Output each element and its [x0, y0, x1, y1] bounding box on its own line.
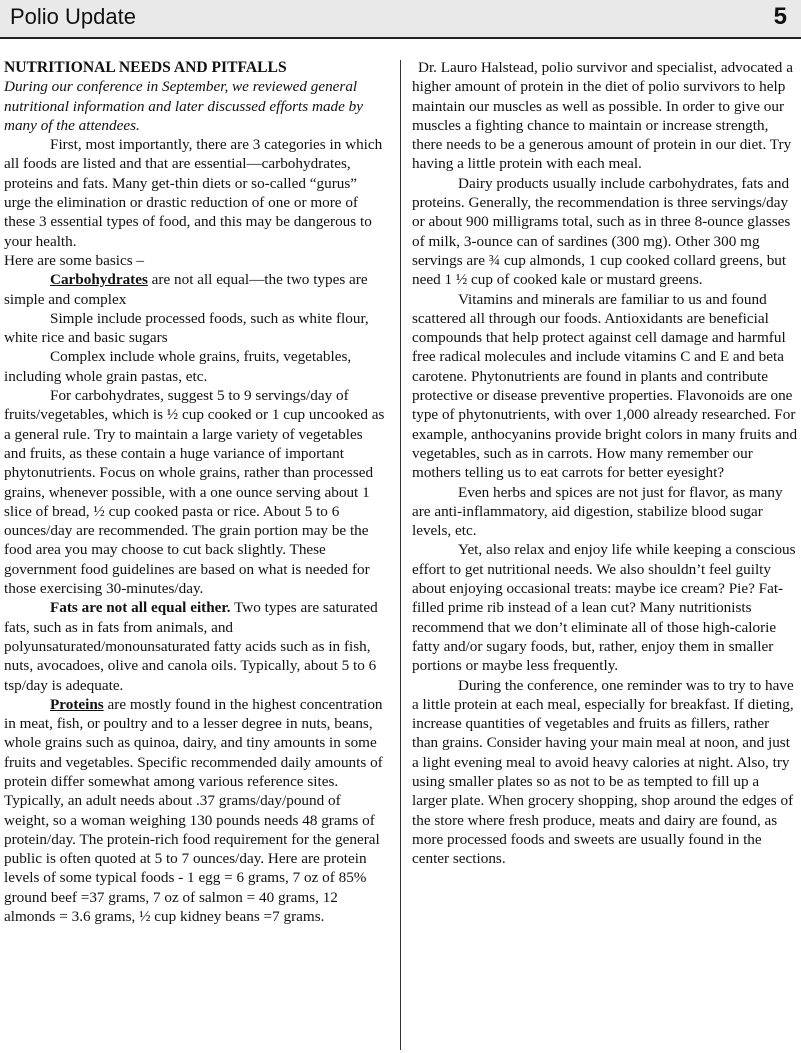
fats-text: Two types are saturated fats, such as in fats from animals, and polyunsaturated/monounsaturated fatty acids such as in fish, nuts, avocadoes, olive and canola oils. Typically, about 5 to 6 tsp/day is adequate. — [4, 599, 378, 694]
page-number: 5 — [773, 3, 787, 30]
paragraph-basics: Here are some basics – — [4, 251, 145, 269]
paragraph-vitamins: Vitamins and minerals are familiar to us and found scattered all through our foods. Antioxidants are beneficial compounds that help protect against cell damage and harmful free radical molecules and include vitamins C and E and beta carotene. Phytonutrients are found in plants and contribute protective or disease preventive properties. Flavonoids are one type of phytonutrients, with over 1,000 already researched. For example, anthocyanins provide bright colors in many fruits and vegetables, such as in carrots. How many remember our mothers telling us to eat carrots for better eyesight? — [412, 290, 798, 482]
paragraph-carbohydrates — [4, 270, 386, 309]
page-header — [0, 0, 801, 39]
paragraph-enjoy: Yet, also relax and enjoy life while keeping a conscious effort to get nutritional needs. We also shouldn’t feel guilty about enjoying occasional treats: maybe ice cream? Pie? Fat-filled prime rib instead of a lean cut? Many nutritionists recommend that we don’t eliminate all of those high-calorie fatty and/or sugary foods, but, rather, enjoy them in smaller portions or maybe less frequently. — [412, 541, 796, 675]
carbohydrates-text: are not all equal—the two types are simple and complex — [4, 271, 368, 308]
paragraph-proteins — [4, 695, 386, 927]
right-column — [412, 58, 798, 868]
paragraph-herbs: Even herbs and spices are not just for flavor, as many are anti-inflammatory, aid digestion, stabilize blood sugar levels, etc. — [412, 483, 783, 540]
fats-label: Fats are not all equal either. — [50, 599, 231, 617]
newsletter-title: Polio Update — [10, 4, 136, 29]
column-divider — [400, 60, 401, 1050]
left-column — [4, 58, 386, 926]
proteins-text: are mostly found in the highest concentration in meat, fish, or poultry and to a lesser degree in nuts, beans, whole grains such as quinoa, dairy, and tiny amounts in some fruits and vegetables. Specific recommended daily amounts of protein differ somewhat among various reference sites. Typically, an adult needs about .37 grams/day/pound of weight, so a woman weighing 130 pounds needs 48 grams of protein/day. The protein-rich food requirement for the general public is often quoted at 5 to 7 ounces/day. Here are protein levels of some typical foods - 1 egg = 6 grams, 7 oz of 85% ground beef =37 grams, 7 oz of salmon = 40 grams, 12 almonds = 3.6 grams, ½ cup kidney beans =7 grams. — [4, 695, 383, 926]
proteins-label: Proteins — [50, 695, 104, 713]
paragraph-fats — [4, 598, 386, 694]
paragraph-halstead: Dr. Lauro Halstead, polio survivor and specialist, advocated a higher amount of protein in the diet of polio survivors to help maintain our muscles as well as possible. In order to give our muscles a fighting chance to maintain or increase strength, there needs to be a generous amount of protein in our diet. Try having a little protein with each meal. — [412, 59, 793, 173]
paragraph-categories: First, most importantly, there are 3 categories in which all foods are listed and that are essential—carbohydrates, proteins and fats. Many get-thin diets or so-called “gurus” urge the elimination or drastic reduction of one or more of these 3 essential types of food, and this may be dangerous to your health. — [4, 136, 383, 250]
article-intro: During our conference in September, we reviewed general nutritional information and later discussed efforts made by many of the attendees. — [4, 78, 364, 134]
paragraph-simple: Simple include processed foods, such as white flour, white rice and basic sugars — [4, 309, 369, 347]
paragraph-complex: Complex include whole grains, fruits, vegetables, including whole grain pastas, etc. — [4, 348, 352, 385]
article-heading: NUTRITIONAL NEEDS AND PITFALLS — [4, 59, 287, 76]
paragraph-carb-servings: For carbohydrates, suggest 5 to 9 servings/day of fruits/vegetables, which is ½ cup cooked or 1 cup uncooked as a general rule. Try to maintain a large variety of vegetables and fruits, as these contain a huge variance of important phytonutrients. Focus on whole grains, rather than processed grains, whenever possible, with a one ounce serving about 1 slice of bread, ½ cup cooked pasta or rice. About 5 to 6 ounces/day are recommended. The grain portion may be the food area you may choose to cut back slightly. These government food guidelines are based on what is needed for those exercising 30-minutes/day. — [4, 387, 385, 598]
paragraph-conference: During the conference, one reminder was to try to have a little protein at each meal, especially for breakfast. If dieting, increase quantities of vegetables and fruits as fillers, rather than grains. Consider having your main meal at noon, and just a light evening meal to avoid heavy calories at night. Also, try using smaller plates so as not to be as tempted to fill up a larger plate. When grocery shopping, shop around the edges of the store where fresh produce, meats and dairy are found, as more processed foods and sweets are usually found in the center sections. — [412, 676, 794, 868]
carbohydrates-label: Carbohydrates — [50, 271, 148, 289]
paragraph-dairy: Dairy products usually include carbohydrates, fats and proteins. Generally, the recommendation is three servings/day or about 900 milligrams total, such as in three 8-ounce glasses of milk, 3-ounce can of sardines (300 mg). Other 300 mg servings are ¾ cup almonds, 1 cup cooked collard greens, but need 1 ½ cup of cooked kale or mustard greens. — [412, 174, 791, 289]
